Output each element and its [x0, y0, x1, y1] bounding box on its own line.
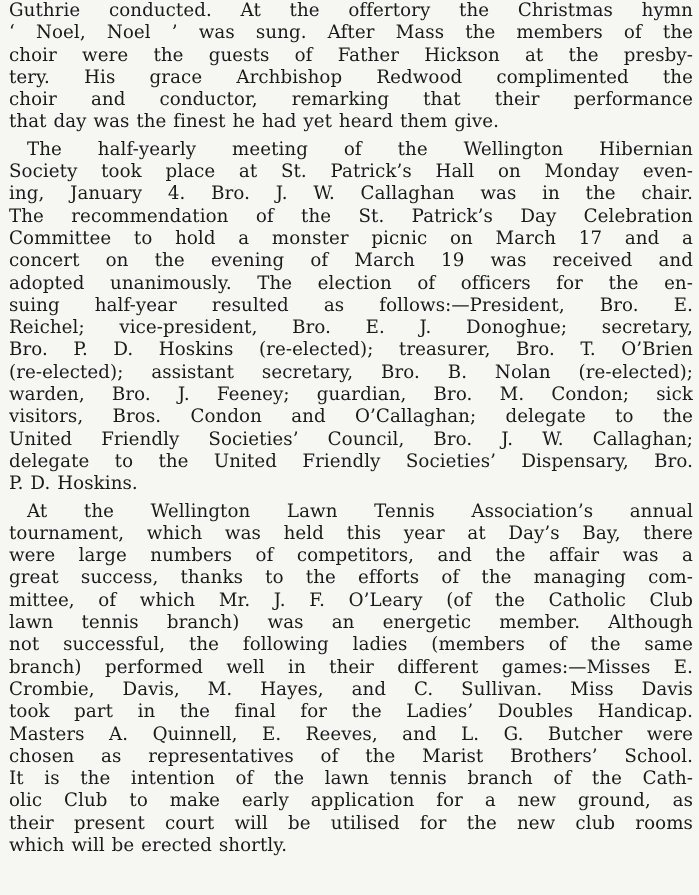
text-line: choir and conductor, remarking that their performance — [9, 89, 693, 111]
text-line: choir were the guests of Father Hickson at the presby- — [9, 44, 693, 66]
text-line: (re-elected); assistant secretary, Bro. B. Nolan (re-elected); — [9, 361, 693, 383]
text-line: suing half-year resulted as follows:—President, Bro. E. — [9, 294, 693, 316]
text-line: ing, January 4. Bro. J. W. Callaghan was in the chair. — [9, 183, 693, 205]
text-line: Reichel; vice-president, Bro. E. J. Donoghue; secretary, — [9, 317, 693, 339]
text-line: chosen as representatives of the Marist Brothers’ School. — [9, 745, 693, 767]
article-column — [9, 0, 693, 857]
text-line: It is the intention of the lawn tennis branch of the Cath- — [9, 768, 693, 790]
text-line: The recommendation of the St. Patrick’s Day Celebration — [9, 205, 693, 227]
text-line: The half-yearly meeting of the Wellington Hibernian — [27, 138, 693, 160]
text-line: At the Wellington Lawn Tennis Association’s annual — [27, 500, 693, 522]
text-line: Masters A. Quinnell, E. Reeves, and L. G. Butcher were — [9, 723, 693, 745]
text-line: olic Club to make early application for a new ground, as — [9, 790, 693, 812]
text-line: P. D. Hoskins. — [9, 473, 138, 495]
text-line: Bro. P. D. Hoskins (re-elected); treasurer, Bro. T. O’Brien — [9, 339, 693, 361]
text-line: Crombie, Davis, M. Hayes, and C. Sullivan. Miss Davis — [9, 678, 693, 700]
text-line: United Friendly Societies’ Council, Bro. J. W. Callaghan; — [9, 428, 693, 450]
paragraph-hibernian-society — [9, 139, 693, 496]
text-line: Committee to hold a monster picnic on March 17 and a — [9, 227, 693, 249]
text-line: not successful, the following ladies (members of the same — [9, 634, 693, 656]
text-line: Society took place at St. Patrick’s Hall on Monday even- — [9, 161, 693, 183]
text-line: their present court will be utilised for the new club rooms — [9, 812, 693, 834]
text-line: took part in the final for the Ladies’ Doubles Handicap. — [9, 701, 693, 723]
text-line: that day was the finest he had yet heard them give. — [9, 111, 500, 133]
text-line: which will be erected shortly. — [9, 834, 288, 856]
paragraph-lawn-tennis — [9, 501, 693, 858]
text-line: ‘ Noel, Noel ’ was sung. After Mass the members of the — [9, 22, 693, 44]
text-line: branch) performed well in their different games:—Misses E. — [9, 656, 693, 678]
text-line: Guthrie conducted. At the offertory the Christmas hymn — [9, 0, 693, 21]
text-line: tournament, which was held this year at Day’s Bay, there — [9, 522, 693, 544]
text-line: great success, thanks to the efforts of the managing com- — [9, 567, 693, 589]
text-line: warden, Bro. J. Feeney; guardian, Bro. M. Condon; sick — [9, 384, 693, 406]
text-line: were large numbers of competitors, and the affair was a — [9, 545, 693, 567]
text-line: tery. His grace Archbishop Redwood complimented the — [9, 66, 693, 88]
text-line: concert on the evening of March 19 was received and — [9, 250, 693, 272]
paragraph-christmas-mass — [9, 0, 693, 134]
text-line: visitors, Bros. Condon and O’Callaghan; delegate to the — [9, 406, 693, 428]
text-line: delegate to the United Friendly Societies’ Dispensary, Bro. — [9, 450, 693, 472]
text-line: adopted unanimously. The election of officers for the en- — [9, 272, 693, 294]
text-line: mittee, of which Mr. J. F. O’Leary (of the Catholic Club — [9, 589, 693, 611]
text-line: lawn tennis branch) was an energetic member. Although — [9, 612, 693, 634]
